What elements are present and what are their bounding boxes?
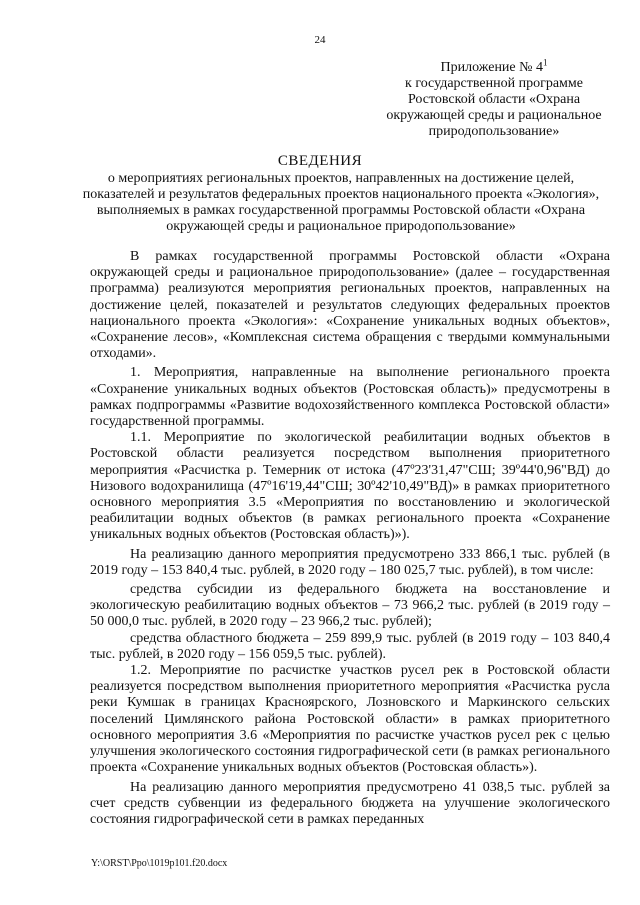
body-paragraph: средства областного бюджета – 259 899,9 тыс. рублей (в 2019 году – 103 840,4 тыс. рублей, в 2020 году – 156 059,5 тыс. рублей). [90, 630, 610, 662]
appendix-title: Приложение № $4^1$ [440, 57, 548, 75]
body-paragraph: На реализацию данного мероприятия предусмотрено 333 866,1 тыс. рублей (в 2019 году – 153 840,4 тыс. рублей, в 2020 году – 180 025,7 тыс. рублей), в том числе: [90, 546, 610, 578]
body-paragraph: средства субсидии из федерального бюджета на восстановление и экологическую реабилитацию водных объектов – 73 966,2 тыс. рублей (в 2019 году – 50 000,0 тыс. рублей, в 2020 году – 23 966,2 тыс. рублей); [90, 582, 610, 630]
appendix-line: Ростовской области «Охрана [407, 92, 581, 107]
appendix-line: к государственной программе [405, 76, 583, 91]
body-paragraph: 1.1. Мероприятие по экологической реабилитации водных объектов в Ростовской области реализуется посредством выполнения приоритетного мероприятия «Расчистка р. Темерник от истока (47º23'31,47"СШ; 39º44'0,96"ВД) до Низового водохранилища (47º16'19,44"СШ; 30º42'10,49"ВД)» в рамках приоритетного основного мероприятия 3.5 «Мероприятия по восстановлению и экологической реабилитации водных объектов (в рамках регионального проекта «Сохранение уникальных водных объектов (Ростовская область)»). [90, 430, 610, 543]
document-title: СВЕДЕНИЯ [277, 153, 363, 169]
appendix-line: природопользование» [428, 124, 560, 139]
footer-file-path: Y:\ORST\Ppo\1019p101.f20.docx [91, 858, 228, 869]
appendix-line: окружающей среды и рациональное [386, 108, 602, 123]
body-paragraph: В рамках государственной программы Ростовской области «Охрана окружающей среды и рациональное природопользование» (далее – государственная программа) реализуются мероприятия региональных проектов, направленных на достижение целей, показателей и результатов следующих федеральных проектов национального проекта «Экология»: «Сохранение уникальных водных объектов», «Сохранение лесов», «Комплексная система обращения с твердыми коммунальными отходами». [90, 249, 610, 362]
appendix-superscript: 1 [543, 57, 548, 68]
body-paragraph: На реализацию данного мероприятия предусмотрено 41 038,5 тыс. рублей за счет средств субвенции из федерального бюджета на улучшение экологического состояния гидрографической сети в рамках переданных [90, 779, 610, 827]
document-body [90, 249, 610, 828]
appendix-block [372, 57, 616, 140]
body-paragraph: 1. Мероприятия, направленные на выполнение регионального проекта «Сохранение уникальных водных объектов (Ростовская область)» предусмотрены в рамках подпрограммы «Развитие водохозяйственного комплекса Ростовской области» государственной программы. [90, 365, 610, 430]
document-subtitle: о мероприятиях региональных проектов, направленных на достижение целей, показателей и результатов федеральных проектов национального проекта «Экология», выполняемых в рамках государственной программы Ростовской области «Охрана окружающей среды и рациональное природопользование» [82, 171, 600, 234]
page-number: 24 [314, 34, 326, 46]
body-paragraph: 1.2. Мероприятие по расчистке участков русел рек в Ростовской области реализуется посредством выполнения приоритетного мероприятия «Расчистка русла реки Кумшак в границах Красноярского, Лозновского и Маркинского сельских поселений Цимлянского района Ростовской области» в рамках приоритетного основного мероприятия 3.6 «Мероприятия по расчистке участков русел рек с целью улучшения экологического состояния гидрографической сети (в рамках регионального проекта «Сохранение уникальных водных объектов (Ростовская область»). [90, 663, 610, 776]
